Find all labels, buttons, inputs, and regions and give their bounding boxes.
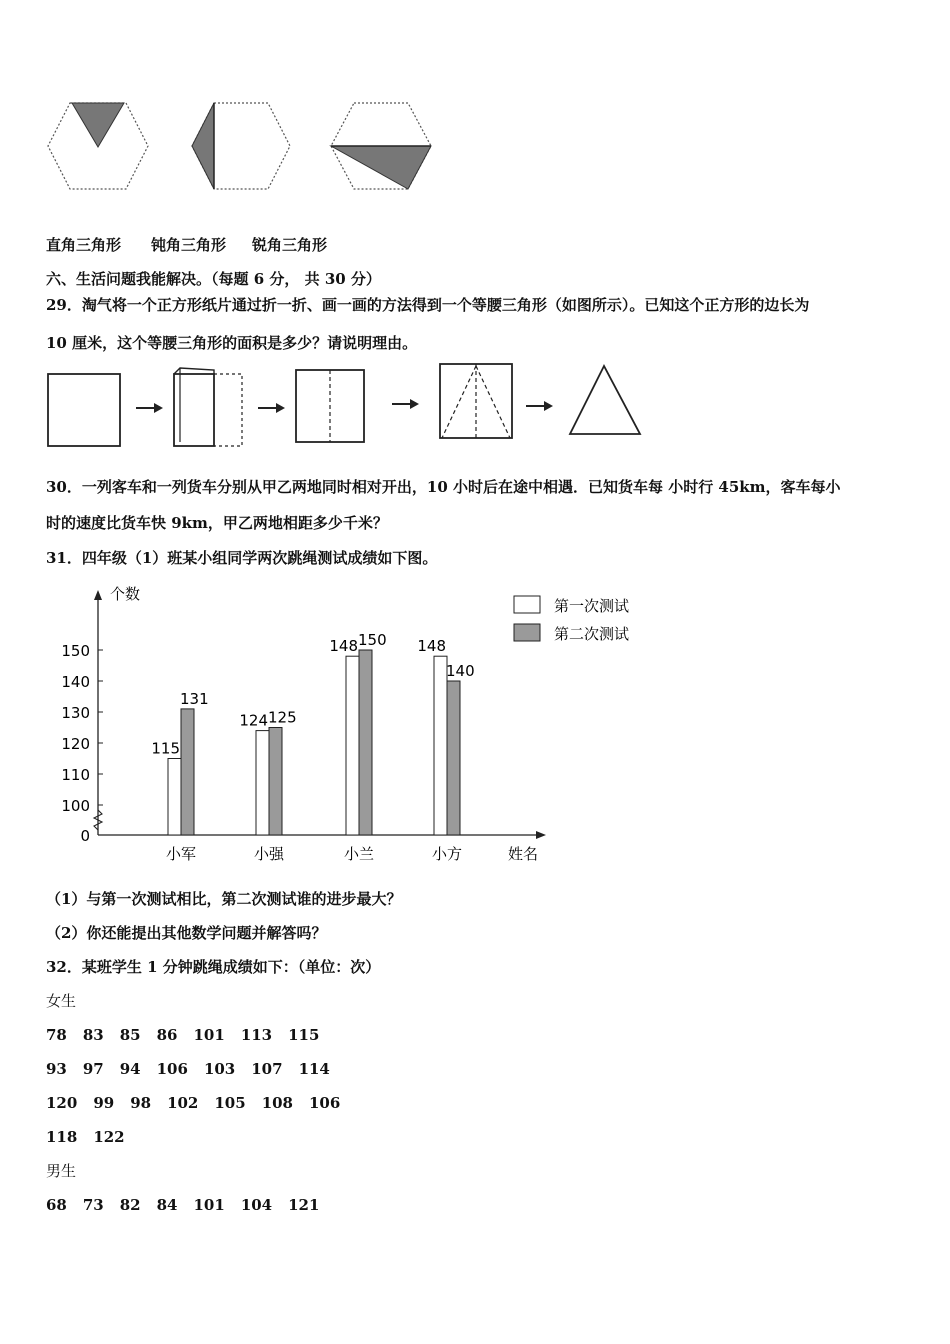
bar-series1 <box>346 656 359 835</box>
y-tick-label: 0 <box>80 827 90 845</box>
y-tick-label: 150 <box>61 642 90 660</box>
bar-series2 <box>447 681 460 835</box>
boys-score: 104 <box>240 1196 273 1214</box>
girls-score: 118 <box>46 1128 78 1146</box>
bar-value-label: 148 <box>329 637 358 656</box>
bar-value-label: 148 <box>417 637 446 656</box>
boys-label: 男生 <box>46 1162 77 1180</box>
hexagon-right-triangle <box>48 103 148 189</box>
girls-row <box>46 1127 356 1161</box>
girls-score: 103 <box>203 1060 236 1078</box>
q30-line2: 时的速度比货车快 9km，甲乙两地相距多少千米？ <box>46 514 388 532</box>
q31-title: 31．四年级（1）班某小组同学两次跳绳测试成绩如下图。 <box>46 549 438 567</box>
boys-score: 121 <box>288 1196 320 1214</box>
jump-rope-bar-chart <box>60 578 680 878</box>
girls-row <box>46 1093 356 1127</box>
q31-sub1: （1）与第一次测试相比，第二次测试谁的进步最大？ <box>46 890 402 908</box>
q29-line1: 29．淘气将一个正方形纸片通过折一折、画一画的方法得到一个等腰三角形（如图所示）。已知这个正方形的边长为 <box>46 296 810 314</box>
category-label: 小强 <box>253 845 285 863</box>
hexagon-figures <box>40 95 460 195</box>
bar-value-label: 140 <box>446 662 475 680</box>
girls-score: 106 <box>156 1060 188 1078</box>
y-axis-label: 个数 <box>110 585 141 603</box>
x-axis-arrow-icon <box>536 831 546 839</box>
boys-scores <box>46 1195 335 1229</box>
square-paper <box>48 374 120 446</box>
girls-row <box>46 1025 356 1059</box>
girls-score: 114 <box>298 1060 330 1078</box>
bar-series1 <box>168 759 181 836</box>
boys-score: 73 <box>82 1196 104 1214</box>
hexagon-obtuse-triangle <box>192 103 290 189</box>
triangle-drawn-paper <box>440 364 512 438</box>
y-tick-label: 140 <box>61 673 90 691</box>
y-tick-label: 110 <box>61 766 90 784</box>
bar-series1 <box>256 731 269 835</box>
q31-sub2: （2）你还能提出其他数学问题并解答吗？ <box>46 924 327 942</box>
section-6-title: 六、生活问题我能解决。（每题 6 分， 共 30 分） <box>46 270 381 288</box>
bar-series2 <box>181 709 194 835</box>
girls-score: 107 <box>251 1060 283 1078</box>
bar-value-label: 124 <box>239 711 268 730</box>
girls-score: 106 <box>309 1094 341 1112</box>
girls-score: 122 <box>93 1128 125 1146</box>
girls-score: 86 <box>156 1026 178 1044</box>
girls-label: 女生 <box>46 992 77 1010</box>
girls-score: 93 <box>46 1060 67 1078</box>
girls-score: 85 <box>119 1026 141 1044</box>
q32-title: 32．某班学生 1 分钟跳绳成绩如下：（单位：次） <box>46 958 381 976</box>
legend-label-series1: 第一次测试 <box>554 597 630 615</box>
hexagon-label: 钝角三角形 <box>151 236 227 254</box>
category-label: 小军 <box>165 845 197 863</box>
bar-series1 <box>434 656 447 835</box>
girls-score: 101 <box>193 1026 225 1044</box>
girls-score: 113 <box>240 1026 273 1044</box>
hexagon-label: 直角三角形 <box>46 236 122 254</box>
bar-value-label: 150 <box>358 631 387 649</box>
creased-paper <box>296 370 364 442</box>
arrow-icon <box>136 403 163 413</box>
bar-value-label: 115 <box>151 739 180 758</box>
boys-row <box>46 1195 335 1229</box>
girls-score: 115 <box>288 1026 320 1044</box>
arrow-icon <box>526 401 553 411</box>
hexagon-acute-triangle <box>331 103 431 189</box>
q29-line2: 10 厘米，这个等腰三角形的面积是多少？请说明理由。 <box>46 334 418 352</box>
girls-score: 94 <box>119 1060 141 1078</box>
boys-score: 101 <box>193 1196 225 1214</box>
girls-score: 102 <box>167 1094 199 1112</box>
girls-score: 120 <box>46 1094 78 1112</box>
girls-score: 97 <box>82 1060 104 1078</box>
arrow-icon <box>258 403 285 413</box>
y-tick-label: 100 <box>61 797 90 815</box>
x-axis-label: 姓名 <box>508 845 539 863</box>
girls-row <box>46 1059 356 1093</box>
folded-paper <box>174 368 242 446</box>
girls-score: 98 <box>130 1094 152 1112</box>
arrow-icon <box>392 399 419 409</box>
girls-score: 78 <box>46 1026 67 1044</box>
girls-scores <box>46 1025 356 1161</box>
legend-swatch-series1 <box>514 596 540 613</box>
bar-value-label: 131 <box>180 689 209 708</box>
y-tick-label: 120 <box>61 735 90 753</box>
folding-steps-figure <box>44 362 654 448</box>
bar-series2 <box>269 728 282 836</box>
isosceles-triangle <box>570 366 640 434</box>
chart-legend <box>514 596 629 643</box>
legend-swatch-series2 <box>514 624 540 641</box>
bar-series2 <box>359 650 372 835</box>
q30-line1: 30．一列客车和一列货车分别从甲乙两地同时相对开出，10 小时后在途中相遇．已知货车每 小时行 45km，客车每小 <box>46 478 841 496</box>
girls-score: 99 <box>93 1094 115 1112</box>
girls-score: 83 <box>82 1026 104 1044</box>
girls-score: 105 <box>214 1094 246 1112</box>
y-axis-arrow-icon <box>94 590 102 600</box>
hexagon-label: 锐角三角形 <box>252 236 328 254</box>
category-label: 小方 <box>431 845 463 863</box>
legend-label-series2: 第二次测试 <box>554 625 630 643</box>
boys-score: 68 <box>46 1196 67 1214</box>
hexagon-labels <box>46 235 327 255</box>
category-label: 小兰 <box>343 845 375 863</box>
y-tick-label: 130 <box>61 704 90 722</box>
bar-value-label: 125 <box>268 708 297 727</box>
boys-score: 84 <box>156 1196 178 1214</box>
boys-score: 82 <box>119 1196 141 1214</box>
girls-score: 108 <box>261 1094 293 1112</box>
